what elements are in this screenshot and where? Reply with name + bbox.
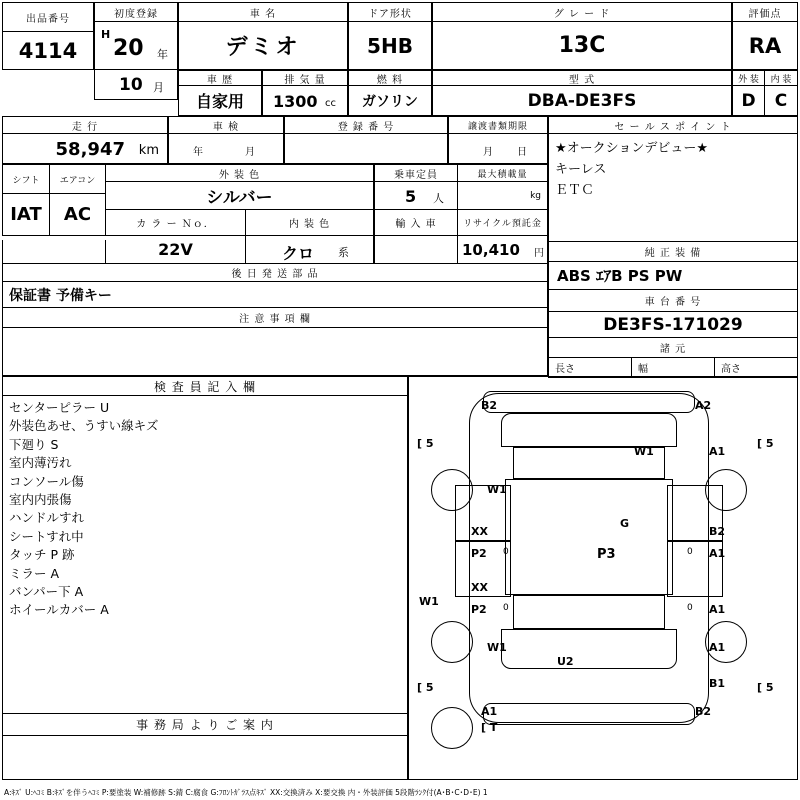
damage-diagram-panel: [408, 376, 798, 780]
transfer-label: 譲渡書類期限: [467, 121, 528, 132]
lot-no-label-cell: [2, 2, 94, 32]
capacity-cell: [374, 182, 458, 210]
history-label: 車 歴: [206, 74, 234, 86]
capacity-value: 5: [405, 187, 417, 206]
grade-label: グ レ ー ド: [553, 8, 611, 20]
hood-panel: [501, 413, 677, 447]
first-reg-month: 10: [119, 75, 143, 95]
inspection-year-unit: 年: [193, 147, 203, 158]
damage-mark: [ 5: [417, 681, 434, 694]
damage-mark: B2: [481, 399, 498, 412]
capacity-label-cell: [374, 164, 458, 182]
color-no-cell: [106, 236, 246, 264]
damage-mark: W1: [487, 641, 507, 654]
damage-mark: 0: [503, 547, 509, 557]
roof-panel: [505, 479, 673, 595]
damage-mark: A1: [709, 641, 726, 654]
reg-no-label: 登 録 番 号: [337, 121, 395, 133]
damage-mark: W1: [419, 595, 439, 608]
first-reg-month-cell: [94, 70, 178, 100]
damage-mark: 0: [687, 547, 693, 557]
spare-wheel: [431, 707, 473, 749]
model-label-cell: [432, 70, 732, 86]
import-cell: [374, 236, 458, 264]
legend-text: A:ｷｽﾞ U:ﾍｺﾐ B:ｷｽﾞを伴うﾍｺﾐ P:要塗装 W:補修跡 S:錆 C:腐食 G:ﾌﾛﾝﾄｶﾞﾗｽ点ｷｽﾞ XX:交換済み X:要交換 内・外装評価 5段階ﾗﾝｸ付(A･B･C･D･E) 1: [4, 788, 488, 797]
lot-no-label: 出品番号: [26, 13, 70, 25]
grade-cell: [432, 22, 732, 70]
damage-mark: [ 5: [757, 681, 774, 694]
grade-value: 13C: [558, 33, 606, 58]
rear-glass: [513, 595, 665, 629]
damage-mark: A1: [481, 705, 498, 718]
damage-mark: G: [620, 517, 630, 530]
equip-cell: [548, 262, 798, 290]
color-no-label-cell: [106, 210, 246, 236]
office-body-cell: [2, 736, 408, 780]
damage-mark: A1: [709, 445, 726, 458]
first-reg-year: 20: [113, 36, 144, 61]
chassis-value: DE3FS-171029: [603, 314, 743, 335]
damage-mark: P2: [471, 603, 487, 616]
door-label: ドア形状: [368, 8, 412, 20]
sales-point-line: キーレス: [555, 162, 607, 177]
fuel-cell: [348, 86, 432, 116]
aircon-label-cell: [50, 164, 106, 194]
interior-label-cell: [765, 70, 798, 86]
int-color-label: 内 装 色: [288, 219, 331, 230]
length-cell: [548, 358, 632, 378]
int-color-value: クロ: [282, 244, 315, 263]
inspector-title-cell: [2, 376, 408, 396]
sales-point-line: ＥＴＣ: [555, 183, 595, 198]
aircon-value: AC: [63, 204, 92, 225]
damage-mark: [ 5: [757, 437, 774, 450]
office-title-cell: [2, 714, 408, 736]
door-cell: [348, 22, 432, 70]
max-load-label-cell: [458, 164, 548, 182]
width-cell: [632, 358, 715, 378]
reg-no-cell: [284, 134, 448, 164]
interior-label: 内 装: [770, 74, 792, 85]
model-value: DBA-DE3FS: [527, 90, 637, 111]
front-bumper: [483, 391, 695, 413]
inspection-label: 車 検: [212, 121, 240, 133]
fuel-label: 燃 料: [376, 74, 404, 86]
damage-mark: A1: [709, 547, 726, 560]
displacement-label: 排 気 量: [284, 74, 326, 86]
height-label: 高さ: [721, 364, 741, 375]
damage-mark: XX: [471, 525, 488, 538]
car-name-cell: [178, 22, 348, 70]
ext-color-label-cell: [106, 164, 374, 182]
equip-label-cell: [548, 242, 798, 262]
int-color-label-cell: [246, 210, 374, 236]
model-cell: [432, 86, 732, 116]
first-reg-year-unit: 年: [157, 48, 168, 61]
inspector-title: 検 査 員 記 入 欄: [153, 379, 257, 394]
damage-mark: 0: [503, 603, 509, 613]
reg-no-label-cell: [284, 116, 448, 134]
sales-point-label: セ ー ル ス ポ イ ン ト: [614, 121, 732, 133]
score-cell: [732, 22, 798, 70]
mileage-label-cell: [2, 116, 168, 134]
wheel-front-left: [431, 469, 473, 511]
damage-mark: [ T: [481, 721, 498, 734]
inspector-item: センターピラー U: [9, 400, 110, 415]
max-load-unit: kg: [530, 190, 541, 201]
shift-cell: [2, 194, 50, 236]
ext-color-value: シルバー: [206, 188, 273, 208]
shift-label: シフト: [12, 175, 40, 186]
chassis-label: 車 台 番 号: [644, 297, 702, 308]
history-label-cell: [178, 70, 262, 86]
shift-value: IAT: [10, 204, 42, 225]
car-name-label: 車 名: [249, 8, 277, 20]
ext-color-label: 外 装 色: [218, 169, 261, 181]
capacity-label: 乗車定員: [394, 169, 438, 181]
grade-label-cell: [432, 2, 732, 22]
transfer-label-cell: [448, 116, 548, 134]
sales-point-line: ★オークションデビュー★: [555, 141, 709, 156]
width-label: 幅: [638, 364, 648, 375]
length-label: 長さ: [555, 364, 575, 375]
history-value: 自家用: [195, 92, 244, 111]
car-name-label-cell: [178, 2, 348, 22]
damage-mark: W1: [634, 445, 654, 458]
first-reg-label-cell: [94, 2, 178, 22]
score-value: RA: [748, 33, 782, 58]
later-parts-label: 後 日 発 送 部 品: [231, 269, 319, 280]
exterior-grade-value: D: [741, 90, 756, 111]
first-reg-label: 初度登録: [114, 8, 158, 20]
int-color-cell: [246, 236, 374, 264]
car-name-value: デミオ: [225, 35, 301, 60]
inspector-item: 室内内張傷: [9, 492, 72, 508]
first-reg-month-unit: 月: [153, 81, 164, 94]
rear-bumper: [483, 703, 695, 725]
color-no-value: 22V: [158, 240, 193, 259]
sales-point-cell: [548, 134, 798, 242]
max-load-cell: [458, 182, 548, 210]
damage-mark: [ 5: [417, 437, 434, 450]
damage-mark: W1: [487, 483, 507, 496]
fuel-value: ガソリン: [362, 93, 418, 110]
notes-label: 注 意 事 項 欄: [239, 314, 311, 325]
door-label-cell: [348, 2, 432, 22]
model-label: 型 式: [568, 74, 596, 86]
interior-grade-cell: [765, 86, 798, 116]
exterior-label-cell: [732, 70, 765, 86]
exterior-grade-cell: [732, 86, 765, 116]
inspector-item: ハンドルすれ: [9, 510, 85, 526]
displacement-cell: [262, 86, 348, 116]
wheel-front-right: [705, 469, 747, 511]
inspector-item: バンパー下 A: [9, 584, 84, 600]
max-load-label: 最大積載量: [477, 169, 528, 180]
later-parts-cell: [2, 282, 548, 308]
recycle-unit: 円: [534, 248, 544, 259]
recycle-cell: [458, 236, 548, 264]
int-color-suffix: 系: [338, 246, 349, 259]
damage-mark: B2: [709, 525, 726, 538]
displacement-unit: cc: [325, 98, 336, 109]
inspector-item: ミラー A: [9, 565, 60, 581]
first-reg-era: H: [101, 28, 111, 41]
history-cell: [178, 86, 262, 116]
exterior-label: 外 装: [738, 74, 759, 85]
displacement-label-cell: [262, 70, 348, 86]
capacity-unit: 人: [433, 192, 444, 205]
damage-mark: 0: [687, 603, 693, 613]
recycle-value: 10,410: [462, 241, 520, 259]
interior-grade-value: C: [774, 90, 788, 111]
aircon-label: エアコン: [59, 175, 96, 186]
import-label-cell: [374, 210, 458, 236]
sales-point-label-cell: [548, 116, 798, 134]
inspector-item: ホイールカバー A: [9, 602, 109, 618]
equip-value: ABS ｴｱB PS PW: [557, 267, 683, 285]
mileage-unit: km: [138, 143, 159, 158]
inspector-item: タッチ P 跡: [9, 547, 75, 563]
transfer-day-unit: 日: [517, 147, 527, 158]
chassis-cell: [548, 312, 798, 338]
door-value: 5HB: [367, 33, 413, 58]
inspection-month-unit: 月: [245, 147, 255, 158]
recycle-label-cell: [458, 210, 548, 236]
score-label: 評価点: [748, 8, 782, 20]
lot-no-cell: [2, 32, 94, 70]
damage-mark: B1: [709, 677, 726, 690]
damage-mark: A2: [695, 399, 712, 412]
first-reg-year-cell: [94, 22, 178, 70]
score-label-cell: [732, 2, 798, 22]
mileage-cell: [2, 134, 168, 164]
inspector-item: コンソール傷: [9, 473, 84, 489]
damage-mark: A1: [709, 603, 726, 616]
damage-mark: XX: [471, 581, 488, 594]
ext-color-cell: [106, 182, 374, 210]
wheel-rear-left: [431, 621, 473, 663]
displacement-value: 1300: [273, 92, 318, 111]
fuel-label-cell: [348, 70, 432, 86]
shift-label-cell: [2, 164, 50, 194]
damage-mark: U2: [557, 655, 574, 668]
height-cell: [715, 358, 798, 378]
dimension-label-cell: [548, 338, 798, 358]
color-no-label: カ ラ ー Ｎｏ．: [136, 219, 215, 230]
chassis-label-cell: [548, 290, 798, 312]
inspector-item: 下廻り S: [9, 436, 59, 452]
equip-label: 純 正 装 備: [644, 248, 702, 259]
spacer-left-cell: [2, 240, 106, 264]
mileage-value: 58,947: [55, 139, 125, 160]
damage-mark: P3: [597, 547, 616, 562]
damage-mark: B2: [695, 705, 712, 718]
damage-mark: P2: [471, 547, 487, 560]
lot-no-value: 4114: [18, 38, 78, 63]
transfer-month-unit: 月: [483, 147, 493, 158]
rear-panel: [501, 629, 677, 669]
import-label: 輸 入 車: [395, 219, 437, 230]
inspector-item: シートすれ中: [9, 528, 84, 544]
inspector-item: 室内薄汚れ: [9, 455, 72, 471]
notes-cell: [2, 328, 548, 376]
transfer-cell: [448, 134, 548, 164]
later-parts-value: 保証書 予備キー: [9, 287, 112, 304]
mileage-label: 走 行: [71, 121, 99, 133]
later-parts-label-cell: [2, 264, 548, 282]
aircon-cell: [50, 194, 106, 236]
dimension-label: 諸 元: [659, 344, 687, 355]
inspector-item: 外装色あせ、うすい線キズ: [9, 418, 159, 434]
inspector-list-cell: [2, 396, 408, 714]
inspection-cell: [168, 134, 284, 164]
office-title: 事 務 局 よ り ご 案 内: [136, 718, 274, 732]
notes-label-cell: [2, 308, 548, 328]
inspection-label-cell: [168, 116, 284, 134]
recycle-label: リサイクル預託金: [463, 219, 542, 229]
